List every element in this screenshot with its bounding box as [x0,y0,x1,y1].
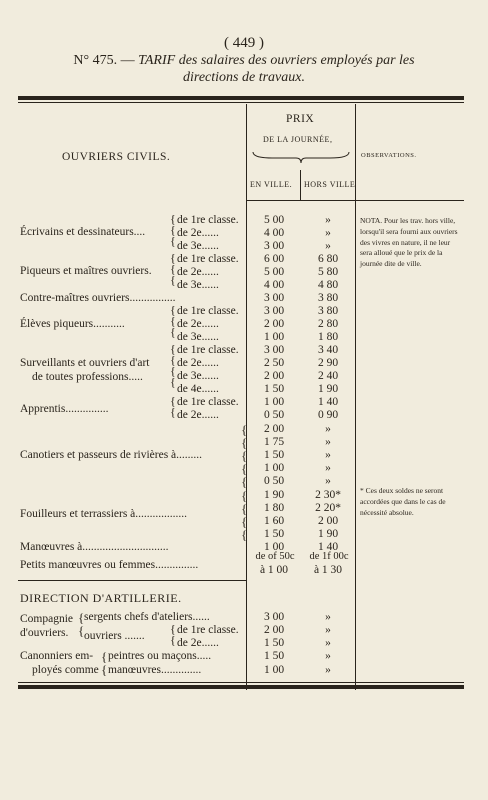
header-bottom-line [246,200,464,201]
brace: { { { { { [241,422,248,489]
col-divider-mid [300,170,301,200]
brace: { { [170,394,176,419]
row-label: Canotiers et passeurs de rivières à......... [20,449,203,461]
row-hors-ville: 6 80 [317,253,339,265]
row-sub: de 1re classe. [177,305,239,317]
row-hors-ville: » [325,611,331,623]
row-hors-ville: 1 80 [317,331,339,343]
row-hors-ville: » [325,664,331,676]
row-sub: de 3e...... [177,279,219,291]
title-text-line1: TARIF des salaires des ouvriers employés par les [138,53,415,68]
brace: { { { [170,251,176,287]
brace: { { { [170,303,176,339]
row-en-ville: 1 50 [263,637,285,649]
row-en-ville: 0 50 [263,475,285,487]
col-header-journee: DE LA JOURNÉE, [263,135,333,144]
col-header-prix: PRIX [286,113,315,125]
row-en-ville: à 1 00 [259,564,289,576]
row-en-ville: 3 00 [263,344,285,356]
brace: { { { { [241,488,248,542]
row-hors-ville: » [325,227,331,239]
row-label: de toutes professions..... [32,371,143,383]
row-en-ville: 1 00 [263,331,285,343]
row-label: d'ouvriers. [20,627,69,639]
row-sub: de 2e...... [177,318,219,330]
bottom-thin-rule [18,682,464,683]
row-hors-ville: » [325,624,331,636]
row-en-ville: 1 00 [263,664,285,676]
row-label: Petits manœuvres ou femmes............... [20,559,199,571]
row-hors-ville: » [325,650,331,662]
row-en-ville: 1 50 [263,650,285,662]
row-sub: de 1re classe. [177,344,239,356]
row-sub: sergents chefs d'ateliers...... [84,611,210,623]
row-hors-ville: 3 80 [317,292,339,304]
brace: { { { { [170,342,176,389]
page-number: ( 449 ) [224,35,264,51]
row-sub: de 2e...... [177,357,219,369]
artillerie-heading: DIRECTION D'ARTILLERIE. [20,591,182,605]
row-en-ville: 5 00 [263,214,285,226]
row-sub: manœuvres.............. [108,664,202,676]
row-label: Compagnie [20,613,74,625]
row-hors-ville: 2 90 [317,357,339,369]
row-label: Apprentis............... [20,403,109,415]
row-label: Fouilleurs et terrassiers à.................. [20,508,188,520]
row-sub: de 1re classe. [177,214,239,226]
row-hors-ville: 3 80 [317,305,339,317]
col-header-hors-ville: HORS VILLE [304,180,356,189]
row-en-ville: 3 00 [263,305,285,317]
row-hors-ville: » [325,637,331,649]
row-label: Surveillants et ouvriers d'art [20,357,150,369]
row-hors-ville: » [325,449,331,461]
row-sub: de 2e...... [177,266,219,278]
row-hors-ville: » [325,214,331,226]
row-en-ville: 1 90 [263,489,285,501]
row-sub: de 2e...... [177,227,219,239]
row-en-ville: 0 50 [263,409,285,421]
row-hors-ville: » [325,423,331,435]
brace: { { [78,610,85,638]
row-label: Contre-maîtres ouvriers................ [20,292,176,304]
row-en-ville: 4 00 [263,279,285,291]
row-en-ville: 2 00 [263,370,285,382]
row-hors-ville: » [325,462,331,474]
row-en-ville: 1 50 [263,449,285,461]
row-en-ville: 3 00 [263,240,285,252]
row-hors-ville: 2 30* [315,489,341,501]
row-label: Piqueurs et maîtres ouvriers. [20,265,152,277]
row-sub2: de 1re classe. [177,624,239,636]
row-label: Canonniers em- [20,650,94,662]
row-en-ville: 1 50 [263,528,285,540]
row-en-ville: 1 00 [263,541,285,553]
row-sub: de 3e...... [177,370,219,382]
brace: { { [101,649,108,677]
brace: { { { [170,212,176,248]
row-hors-ville: 4 80 [317,279,339,291]
row-label: ployés comme [32,664,99,676]
row-en-ville: 1 00 [263,462,285,474]
row-en-ville: 1 75 [263,436,285,448]
row-en-ville: 1 80 [263,502,285,514]
observation-nota: NOTA. Pour les trav. hors ville, lorsqu'il sera fourni aux ouvriers des vivres en nature, il ne leur sera alloué que le prix de la journée dite de ville. [360,216,458,269]
row-hors-ville: 2 40 [317,370,339,382]
row-hors-ville: 5 80 [317,266,339,278]
row-en-ville: 2 50 [263,357,285,369]
row-hors-ville: 2 20* [315,502,341,514]
row-sub: ouvriers ....... [84,630,145,642]
row-hors-ville: 1 90 [317,528,339,540]
row-sub: peintres ou maçons..... [108,650,212,662]
row-hors-ville: de 1f 00c [309,551,349,562]
section-divider [18,580,246,581]
row-hors-ville: 1 40 [317,541,339,553]
row-en-ville: 2 00 [263,318,285,330]
tariff-number: N° 475. [73,53,118,68]
top-thin-rule [18,102,464,103]
title-text-line2: directions de travaux. [183,70,305,85]
top-thick-rule [18,96,464,100]
row-sub: de 3e...... [177,240,219,252]
col-header-observations: OBSERVATIONS. [361,152,417,159]
row-en-ville: 5 00 [263,266,285,278]
brace: { { [170,622,176,647]
row-hors-ville: 2 80 [317,318,339,330]
row-hors-ville: 2 00 [317,515,339,527]
row-sub: de 1re classe. [177,253,239,265]
row-en-ville: 2 00 [263,624,285,636]
row-label: Élèves piqueurs........... [20,318,125,330]
row-hors-ville: 1 90 [317,383,339,395]
observation-footnote: * Ces deux soldes ne seront accordées que dans le cas de nécessité absolue. [360,486,446,517]
row-en-ville: 1 60 [263,515,285,527]
row-hors-ville: » [325,240,331,252]
row-label: Écrivains et dessinateurs.... [20,226,146,238]
row-en-ville: de of 50c [255,551,295,562]
col-header-workers: OUVRIERS CIVILS. [62,151,171,163]
col-header-en-ville: EN VILLE. [250,180,293,189]
document-title [0,53,488,69]
row-sub2: de 2e...... [177,637,219,649]
row-hors-ville: 3 40 [317,344,339,356]
row-sub: de 2e...... [177,409,219,421]
row-hors-ville: 1 40 [317,396,339,408]
row-label: Manœuvres à.............................. [20,541,169,553]
row-en-ville: 6 00 [263,253,285,265]
row-sub: de 1re classe. [177,396,239,408]
row-hors-ville: » [325,475,331,487]
row-sub: de 3e...... [177,331,219,343]
row-en-ville: 1 50 [263,383,285,395]
bottom-thick-rule [18,685,464,689]
row-en-ville: 1 00 [263,396,285,408]
row-sub: de 4e...... [177,383,219,395]
row-hors-ville: 0 90 [317,409,339,421]
row-en-ville: 3 00 [263,292,285,304]
row-en-ville: 3 00 [263,611,285,623]
row-en-ville: 2 00 [263,423,285,435]
title-dash: — [117,53,139,68]
row-hors-ville: à 1 30 [313,564,343,576]
row-en-ville: 4 00 [263,227,285,239]
header-brace [252,150,350,164]
row-hors-ville: » [325,436,331,448]
